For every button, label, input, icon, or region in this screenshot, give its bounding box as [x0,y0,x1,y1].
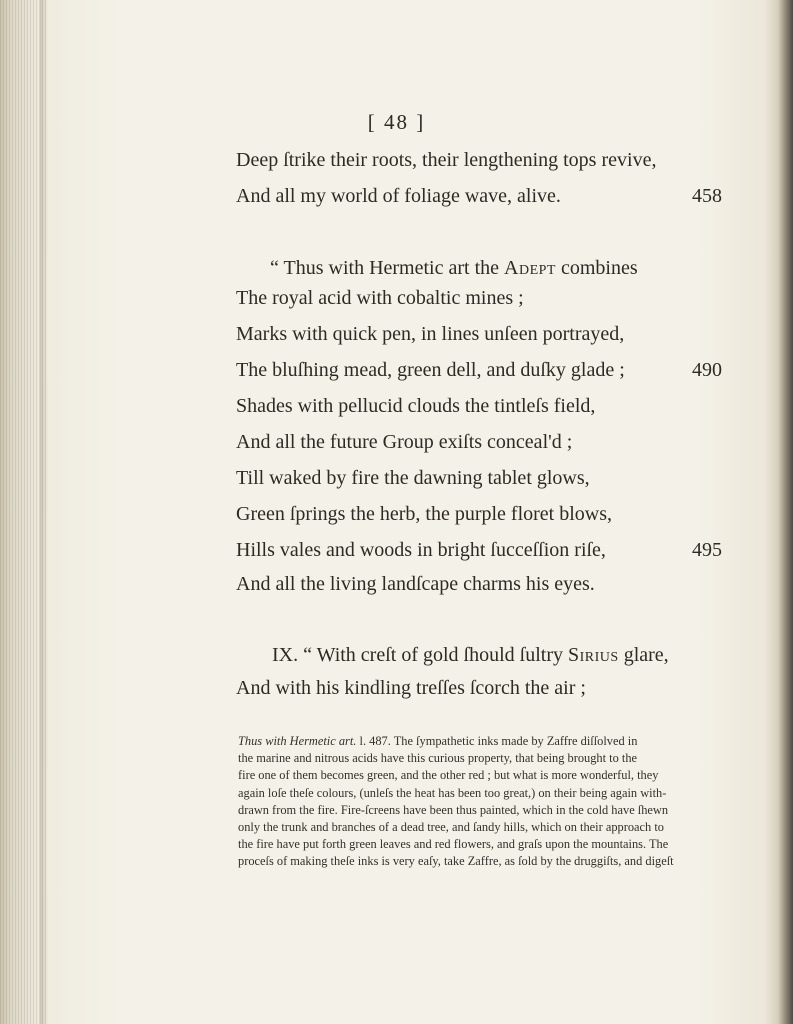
verse-line [236,394,595,418]
verse-text: Marks with quick pen, in lines unſeen portrayed, [236,323,625,345]
footnote-text: l. 487. The ſympathetic inks made by Zaffre diſſolved in [356,734,638,748]
verse-line [236,466,590,490]
verse-text: And with his kindling treſſes ſcorch the air ; [236,677,586,699]
verse-line [236,322,624,346]
verse-line [236,502,612,526]
footnote-line: the marine and nitrous acids have this curious property, that being brought to the [238,751,638,766]
verse-text: And all the future Group exiſts conceal'd ; [236,431,573,453]
line-number: 458 [692,185,722,207]
verse-text: And all my world of foliage wave, alive. [236,185,561,207]
verse-line [236,572,595,596]
verse-line [236,286,524,310]
verse-line [236,184,722,208]
verse-text: Till waked by fire the dawning tablet glows, [236,467,590,489]
verse-text: glare, [618,644,669,666]
footnote-line: only the trunk and branches of a dead tree, and ſandy hills, which on their approach to [238,820,664,835]
verse-text: The bluſhing mead, green dell, and duſky glade ; [236,359,625,381]
verse-line [236,148,656,172]
verse-text: Shades with pellucid clouds the tintleſs field, [236,395,596,417]
footnote-line: again loſe theſe colours, (unleſs the heat has been too great,) on their being again with- [238,785,667,800]
footnote-reference: Thus with Hermetic art. [238,734,357,748]
footnote-line [238,733,732,750]
footnote-line: proceſs of making theſe inks is very eaſy, take Zaffre, as ſold by the druggiſts, and digeſt [238,854,674,869]
verse-text: combines [555,257,638,279]
verse-line [272,643,669,667]
footnote-line: fire one of them becomes green, and the other red ; but what is more wonderful, they [238,768,659,783]
small-caps-word: Adept [504,257,556,279]
footnote-line: drawn from the fire. Fire-ſcreens have been thus painted, which in the cold have ſhewn [238,802,669,817]
line-number: 490 [692,359,722,381]
verse-line [236,430,572,454]
page-number: [ 48 ] [367,110,426,134]
verse-line [236,676,586,700]
verse-text: IX. “ With creſt of gold ſhould ſultry [272,644,568,666]
small-caps-word: Sirius [568,644,619,666]
verse-line [236,358,722,382]
verse-line [236,538,722,562]
verse-text: Deep ſtrike their roots, their lengthening tops revive, [236,149,657,171]
line-number: 495 [692,539,722,561]
verse-line [270,256,638,280]
gutter-shadow [40,0,48,1024]
verse-text: And all the living landſcape charms his eyes. [236,573,595,595]
verse-text: Green ſprings the herb, the purple floret blows, [236,503,613,525]
footnote-line: the fire have put forth green leaves and red flowers, and graſs upon the mountains. The [238,837,669,852]
footnote [238,733,732,871]
verse-text: “ Thus with Hermetic art the [270,257,505,279]
verse-text: Hills vales and woods in bright ſucceſſion riſe, [236,539,606,561]
verse-text: The royal acid with cobaltic mines ; [236,287,524,309]
